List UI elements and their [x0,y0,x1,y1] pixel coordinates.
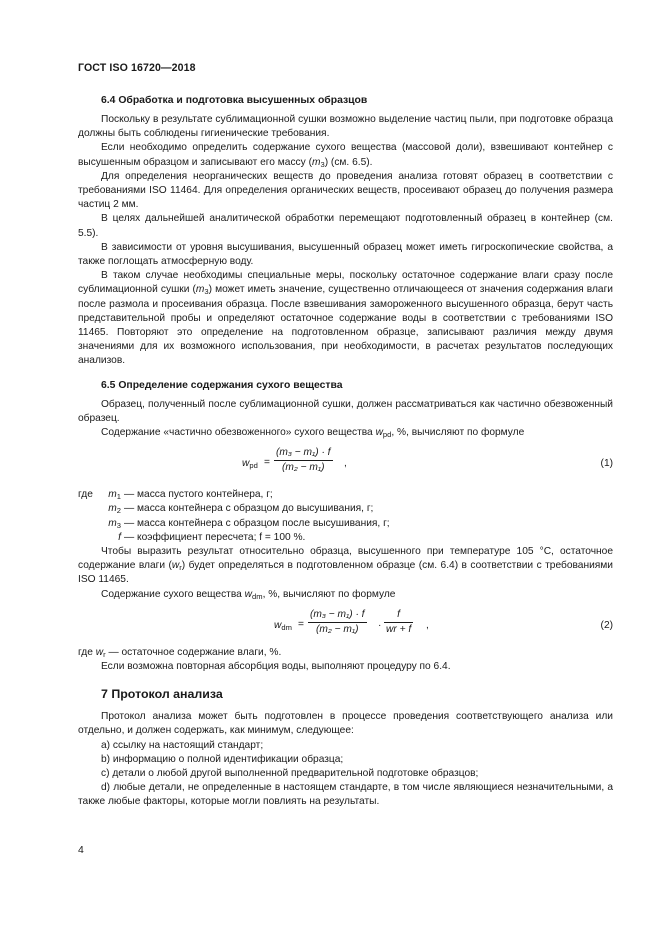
section-6-4-heading: 6.4 Обработка и подготовка высушенных образцов [101,95,368,106]
formula-2 [78,608,613,646]
list-item: а) ссылку на настоящий стандарт; [101,739,264,751]
formula-2-dot: · [378,619,382,631]
formula-1-lhs: $w_{pd}$ [242,458,258,471]
list-item: d) любые детали, не определенные в настоящем стандарте, в том числе являющиеся незначительными, а также любые факторы, которые могли повлиять на результаты. [78,782,613,808]
formula-1-equals: = [264,457,270,469]
formula-1-fraction [274,446,333,475]
document-body [78,94,613,810]
definition-row: $m_2$ — масса контейнера с образцом до высушивания, г; [108,503,374,516]
formula-2-denominator-2: wr + f [386,623,412,635]
paragraph: Чтобы выразить результат относительно образца, высушенного при температуре 105 °С, остаточное содержание влаги $(w_r)$ будет определяться в подготовленном образце (см. 6.4) в соответствии с требованиями ISO 11465. [78,546,613,586]
definition-row: $m_3$ — масса контейнера с образцом после высушивания, г; [108,517,390,530]
paragraph: Содержание сухого вещества $w_{dm}$, %, вычисляют по формуле [101,588,396,601]
formula-2-numerator-1: (m₃ − m₁) · f [308,608,367,623]
paragraph: Образец, полученный после сублимационной сушки, должен рассматриваться как частично обезвоженный образец. [78,398,613,424]
formula-2-denominator-1: (m₂ − m₁) [316,623,359,635]
formula-2-numerator-2: f [384,608,413,623]
formula-2-fraction-1 [308,608,367,637]
formula-2-fraction-2 [384,608,413,637]
section-7-heading: 7 Протокол анализа [101,687,223,702]
formula-1-numerator: (m₃ − m₁) · f [274,446,333,461]
formula-2-lhs: $w_{dm}$ [274,619,292,632]
definition-row: f — коэффициент пересчета; f = 100 %. [118,531,306,543]
formula-1-comma: , [344,458,347,470]
section-6-5-heading: 6.5 Определение содержания сухого вещества [101,379,343,391]
document-header: ГОСТ ISO 16720—2018 [78,62,196,74]
formula-2-number: (2) [600,619,613,631]
page-number: 4 [78,845,84,856]
list-item: c) детали о любой другой выполненной предварительной подготовке образцов; [101,768,479,780]
paragraph: Если необходимо определить содержание сухого вещества (массовой доли), взвешивают контейнер с высушенным образцом и записывают его массу $(m_3)$ (см. 6.5). [78,142,613,169]
paragraph: В целях дальнейшей аналитической обработки перемещают подготовленный образец в контейнер (см. 5.5). [78,213,613,239]
definition-wr: где $w_r$ — остаточное содержание влаги, %. [78,646,282,659]
list-item: b) информацию о полной идентификации образца; [101,753,344,765]
formula-2-comma: , [426,619,429,631]
formula-1-number: (1) [600,458,613,470]
definition-row: где $m_1$ — масса пустого контейнера, г; [78,489,273,502]
paragraph: Поскольку в результате сублимационной сушки возможно выделение частиц пыли, при подготовке образца должны быть соблюдены гигиенические требования. [78,114,613,140]
paragraph: В таком случае необходимы специальные меры, поскольку остаточное содержание влаги сразу после сублимационной сушки $(m_3)$ может иметь значение, существенно отличающееся от значения содержания влаги после размола и просеивания образца. После взвешивания замороженного высушенного образца, берут часть представительной пробы и определяют остаточное содержание воды в соответствии с требованиями ISO 11465. Повторяют это определение на подготовленном образце, записывают различия между двумя значениями для их возможного использования, при необходимости, в расчетах результатов последующих анализов. [78,270,613,367]
paragraph: Для определения неорганических веществ до проведения анализа готовят образец в соответствии с требованиями ISO 11464. Для определения органических веществ, просеивают образец до получения размера частиц 2 мм. [78,170,613,211]
paragraph: Протокол анализа может быть подготовлен в процессе проведения соответствующего анализа или отдельно, и должен содержать, как минимум, следующее: [78,711,613,737]
paragraph: Если возможна повторная абсорбция воды, выполняют процедуру по 6.4. [101,661,451,673]
paragraph: Содержание «частично обезвоженного» сухого вещества $w_{pd}$, %, вычисляют по формуле [101,427,525,440]
paragraph: В зависимости от уровня высушивания, высушенный образец может иметь гигроскопические свойства, а также поглощать атмосферную воду. [78,241,613,268]
formula-1-definitions [78,488,613,545]
formula-1 [78,446,613,484]
formula-1-denominator: (m₂ − m₁) [282,462,325,474]
formula-2-equals: = [298,618,304,630]
